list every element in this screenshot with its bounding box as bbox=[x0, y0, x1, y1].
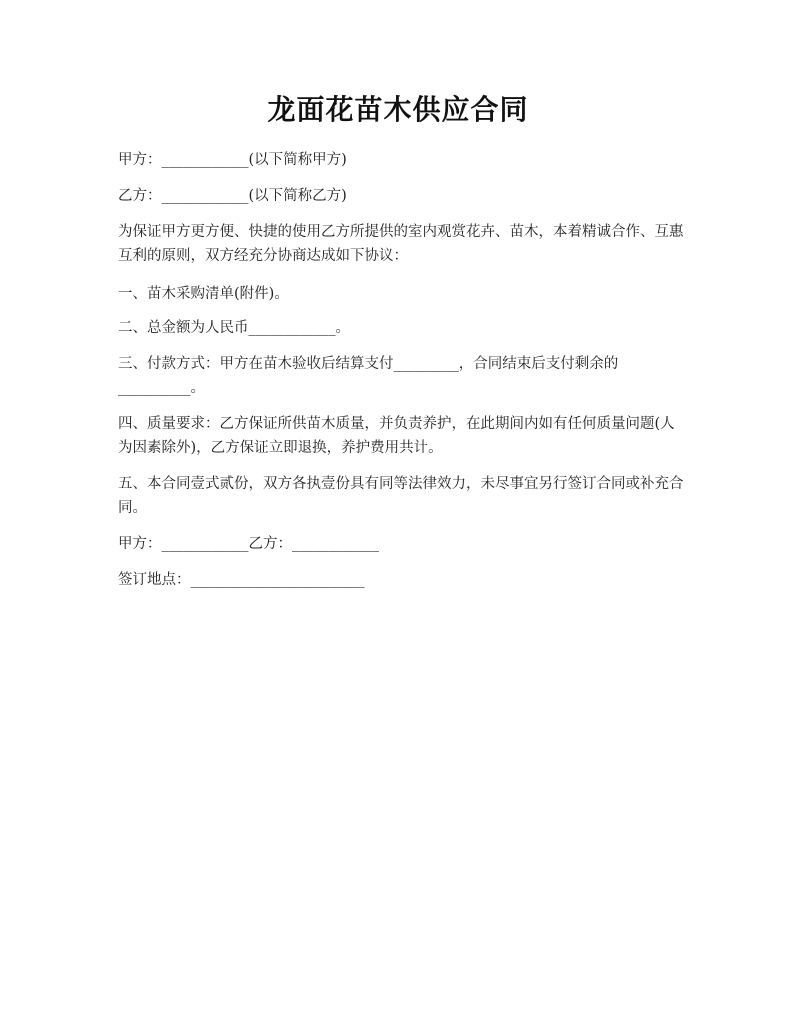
clause-2: 二、总金额为人民币____________。 bbox=[118, 320, 350, 336]
party-b-line: 乙方：____________(以下简称乙方) bbox=[118, 188, 347, 204]
clause-3: 三、付款方式：甲方在苗木验收后结算支付_________，合同结束后支付剩余的__________。 bbox=[118, 356, 619, 396]
clause-1: 一、苗木采购清单(附件)。 bbox=[118, 286, 289, 302]
location-line: 签订地点：________________________ bbox=[118, 572, 365, 588]
clause-5: 五、本合同壹式贰份，双方各执壹份具有同等法律效力，未尽事宜另行签订合同或补充合同。 bbox=[118, 476, 684, 516]
clause-4: 四、质量要求：乙方保证所供苗木质量，并负责养护，在此期间内如有任何质量问题(人为因素除外)，乙方保证立即退换，养护费用共计。 bbox=[118, 416, 675, 456]
party-a-line: 甲方：____________(以下简称甲方) bbox=[118, 152, 347, 168]
document-title: 龙面花苗木供应合同 bbox=[267, 93, 529, 126]
intro-paragraph: 为保证甲方更方便、快捷的使用乙方所提供的室内观赏花卉、苗木，本着精诚合作、互惠互利的原则，双方经充分协商达成如下协议： bbox=[118, 224, 684, 264]
signature-line: 甲方：____________乙方：____________ bbox=[118, 536, 379, 552]
